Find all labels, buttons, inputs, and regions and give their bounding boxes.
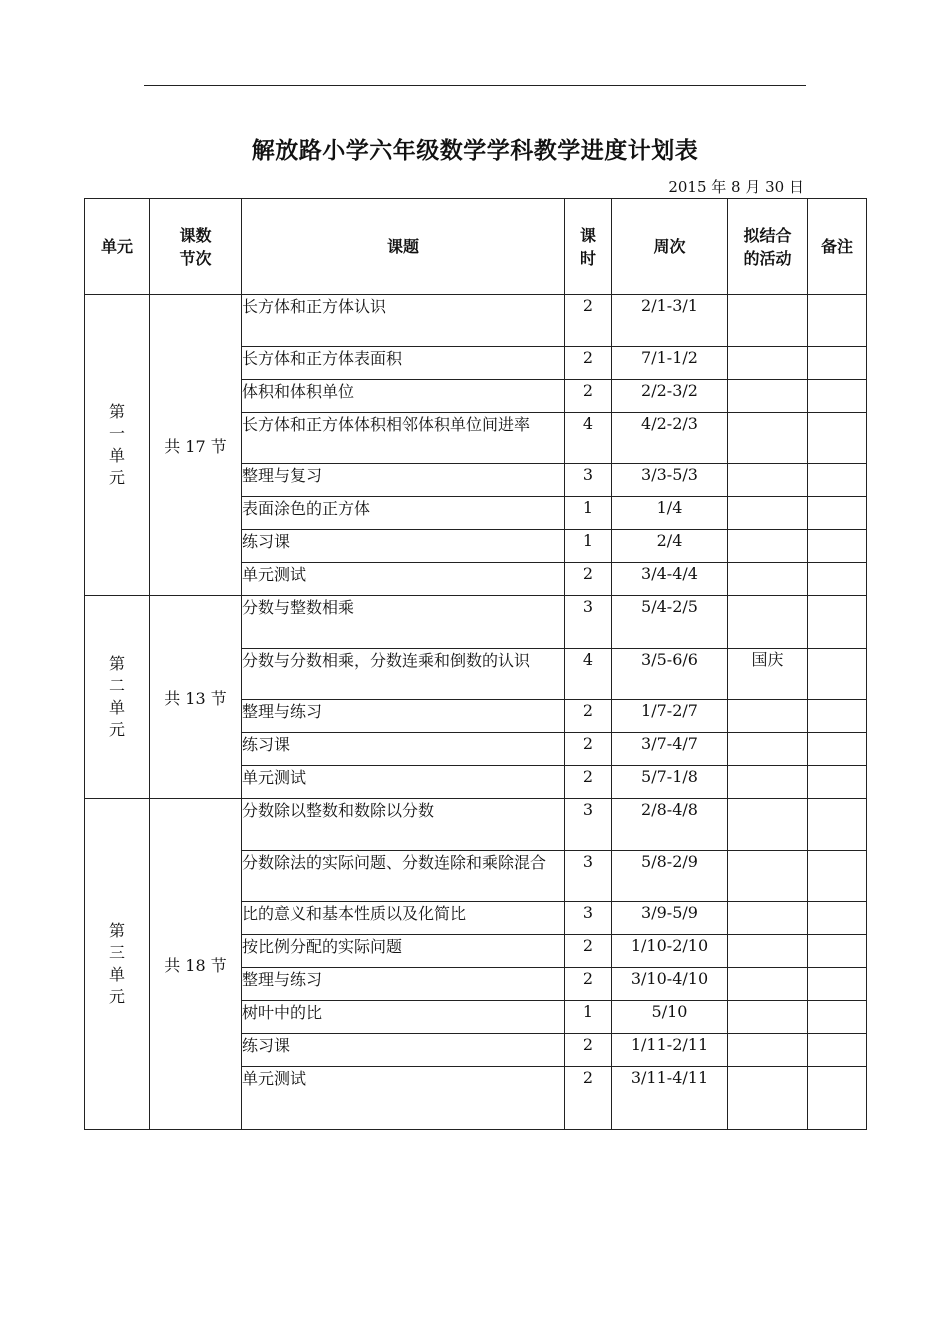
table-header-row xyxy=(85,199,867,295)
lesson-week: 3/5-6/6 xyxy=(612,649,728,700)
lesson-activity: 国庆 xyxy=(728,649,808,700)
table-row xyxy=(85,596,867,649)
lesson-note xyxy=(808,700,867,733)
lesson-topic: 长方体和正方体认识 xyxy=(242,295,565,347)
lesson-hours: 3 xyxy=(565,799,612,851)
lesson-activity xyxy=(728,413,808,464)
lesson-week: 2/8-4/8 xyxy=(612,799,728,851)
lesson-week: 7/1-1/2 xyxy=(612,347,728,380)
lesson-activity xyxy=(728,851,808,902)
lesson-topic: 练习课 xyxy=(242,733,565,766)
lesson-note xyxy=(808,799,867,851)
lesson-hours: 2 xyxy=(565,295,612,347)
lesson-activity xyxy=(728,766,808,799)
lesson-topic: 整理与练习 xyxy=(242,700,565,733)
lesson-topic: 整理与练习 xyxy=(242,968,565,1001)
unit-name: 第一单元 xyxy=(108,402,125,487)
lesson-activity xyxy=(728,935,808,968)
lesson-note xyxy=(808,413,867,464)
lesson-topic: 长方体和正方体体积相邻体积单位间进率 xyxy=(242,413,565,464)
lesson-activity xyxy=(728,563,808,596)
lesson-week: 2/4 xyxy=(612,530,728,563)
lesson-note xyxy=(808,347,867,380)
lesson-week: 3/10-4/10 xyxy=(612,968,728,1001)
lesson-topic: 练习课 xyxy=(242,1034,565,1067)
lesson-activity xyxy=(728,497,808,530)
lesson-topic: 长方体和正方体表面积 xyxy=(242,347,565,380)
lesson-topic: 分数与分数相乘，分数连乘和倒数的认识 xyxy=(242,649,565,700)
lesson-week: 1/11-2/11 xyxy=(612,1034,728,1067)
lesson-week: 5/4-2/5 xyxy=(612,596,728,649)
lesson-note xyxy=(808,902,867,935)
lesson-hours: 1 xyxy=(565,530,612,563)
table-row xyxy=(85,295,867,347)
lesson-count: 共 13 节 xyxy=(150,596,242,799)
header-rule xyxy=(144,85,806,86)
lesson-note xyxy=(808,1001,867,1034)
lesson-activity xyxy=(728,733,808,766)
header-unit: 单元 xyxy=(85,199,150,295)
lesson-week: 3/7-4/7 xyxy=(612,733,728,766)
lesson-activity xyxy=(728,347,808,380)
lesson-hours: 3 xyxy=(565,596,612,649)
header-lessons: 课数节次 xyxy=(150,199,242,295)
unit-name-cell xyxy=(85,799,150,1130)
lesson-week: 1/10-2/10 xyxy=(612,935,728,968)
header-topic: 课题 xyxy=(242,199,565,295)
lesson-week: 3/4-4/4 xyxy=(612,563,728,596)
lesson-activity xyxy=(728,1001,808,1034)
lesson-week: 3/3-5/3 xyxy=(612,464,728,497)
lesson-note xyxy=(808,596,867,649)
lesson-topic: 单元测试 xyxy=(242,766,565,799)
lesson-note xyxy=(808,1067,867,1130)
lesson-topic: 树叶中的比 xyxy=(242,1001,565,1034)
lesson-activity xyxy=(728,968,808,1001)
lesson-hours: 2 xyxy=(565,766,612,799)
lesson-topic: 按比例分配的实际问题 xyxy=(242,935,565,968)
lesson-activity xyxy=(728,1034,808,1067)
lesson-hours: 3 xyxy=(565,464,612,497)
lesson-note xyxy=(808,851,867,902)
lesson-hours: 2 xyxy=(565,968,612,1001)
lesson-activity xyxy=(728,380,808,413)
lesson-topic: 比的意义和基本性质以及化简比 xyxy=(242,902,565,935)
lesson-count: 共 18 节 xyxy=(150,799,242,1130)
lesson-activity xyxy=(728,799,808,851)
lesson-hours: 2 xyxy=(565,700,612,733)
header-hours: 课时 xyxy=(565,199,612,295)
lesson-activity xyxy=(728,464,808,497)
lesson-topic: 表面涂色的正方体 xyxy=(242,497,565,530)
lesson-note xyxy=(808,649,867,700)
lesson-hours: 1 xyxy=(565,1001,612,1034)
lesson-note xyxy=(808,380,867,413)
unit-name: 第三单元 xyxy=(108,921,125,1006)
lesson-activity xyxy=(728,1067,808,1130)
lesson-topic: 单元测试 xyxy=(242,1067,565,1130)
lesson-topic: 分数除以整数和数除以分数 xyxy=(242,799,565,851)
unit-name-cell xyxy=(85,295,150,596)
lesson-note xyxy=(808,563,867,596)
lesson-hours: 2 xyxy=(565,733,612,766)
lesson-topic: 练习课 xyxy=(242,530,565,563)
lesson-note xyxy=(808,733,867,766)
lesson-topic: 整理与复习 xyxy=(242,464,565,497)
unit-name: 第二单元 xyxy=(108,654,125,739)
lesson-activity xyxy=(728,700,808,733)
lesson-hours: 2 xyxy=(565,380,612,413)
lesson-week: 1/4 xyxy=(612,497,728,530)
teaching-plan-table xyxy=(84,198,867,1130)
header-week: 周次 xyxy=(612,199,728,295)
lesson-hours: 4 xyxy=(565,649,612,700)
lesson-hours: 3 xyxy=(565,851,612,902)
lesson-hours: 4 xyxy=(565,413,612,464)
document-date: 2015 年 8 月 30 日 xyxy=(668,178,804,196)
lesson-hours: 2 xyxy=(565,1067,612,1130)
lesson-week: 5/10 xyxy=(612,1001,728,1034)
lesson-week: 4/2-2/3 xyxy=(612,413,728,464)
lesson-note xyxy=(808,464,867,497)
lesson-activity xyxy=(728,530,808,563)
lesson-note xyxy=(808,1034,867,1067)
table-row xyxy=(85,799,867,851)
lesson-hours: 1 xyxy=(565,497,612,530)
lesson-activity xyxy=(728,596,808,649)
lesson-note xyxy=(808,935,867,968)
page-title: 解放路小学六年级数学学科教学进度计划表 xyxy=(251,138,699,164)
lesson-week: 5/8-2/9 xyxy=(612,851,728,902)
lesson-week: 3/11-4/11 xyxy=(612,1067,728,1130)
lesson-note xyxy=(808,497,867,530)
lesson-topic: 单元测试 xyxy=(242,563,565,596)
lesson-hours: 2 xyxy=(565,935,612,968)
lesson-note xyxy=(808,530,867,563)
lesson-topic: 分数除法的实际问题、分数连除和乘除混合 xyxy=(242,851,565,902)
lesson-hours: 3 xyxy=(565,902,612,935)
lesson-note xyxy=(808,968,867,1001)
lesson-topic: 体积和体积单位 xyxy=(242,380,565,413)
lesson-count: 共 17 节 xyxy=(150,295,242,596)
lesson-activity xyxy=(728,902,808,935)
lesson-week: 5/7-1/8 xyxy=(612,766,728,799)
lesson-note xyxy=(808,766,867,799)
lesson-week: 3/9-5/9 xyxy=(612,902,728,935)
lesson-hours: 2 xyxy=(565,1034,612,1067)
unit-name-cell xyxy=(85,596,150,799)
lesson-hours: 2 xyxy=(565,347,612,380)
header-activity: 拟结合的活动 xyxy=(728,199,808,295)
lesson-activity xyxy=(728,295,808,347)
lesson-week: 2/2-3/2 xyxy=(612,380,728,413)
lesson-hours: 2 xyxy=(565,563,612,596)
lesson-topic: 分数与整数相乘 xyxy=(242,596,565,649)
lesson-week: 1/7-2/7 xyxy=(612,700,728,733)
lesson-week: 2/1-3/1 xyxy=(612,295,728,347)
header-note: 备注 xyxy=(808,199,867,295)
lesson-note xyxy=(808,295,867,347)
